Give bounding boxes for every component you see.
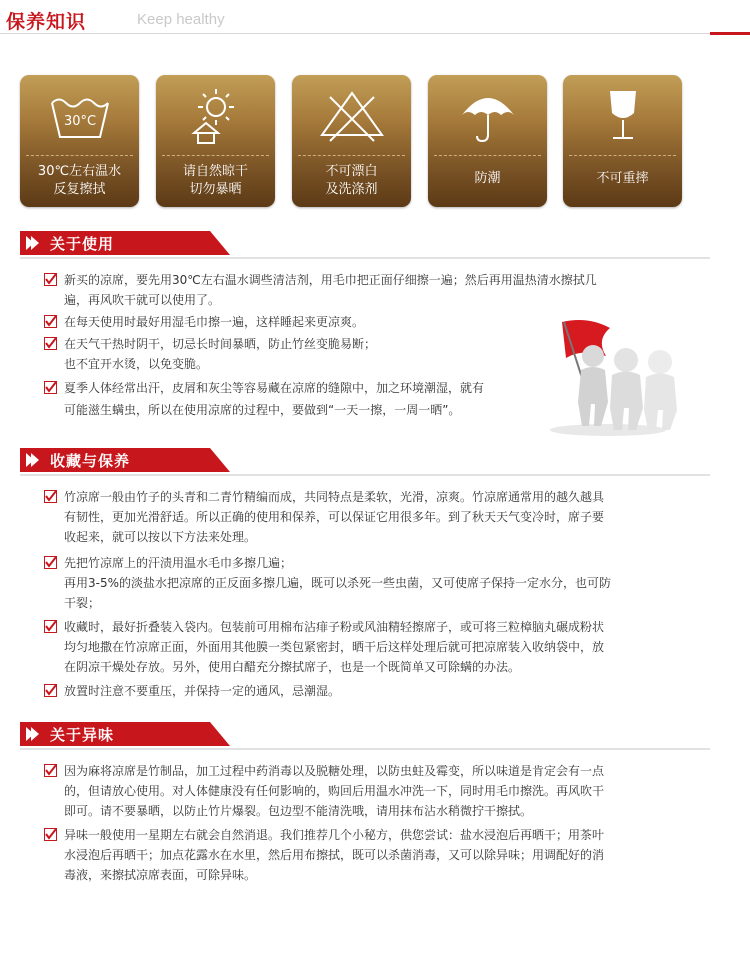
page-title: 保养知识 — [6, 11, 87, 33]
care-card-dry — [156, 75, 275, 207]
list-item — [44, 617, 694, 681]
list-item-text: 竹凉席一般由竹子的头青和二青竹精编而成，共同特点是柔软，光滑，凉爽。竹凉席通常用的越久越具 — [64, 490, 605, 504]
care-card-fragile — [563, 75, 682, 207]
list-item — [44, 487, 694, 553]
chevron-right-icon — [31, 236, 39, 250]
list-item-text: 收起来，就可以按以下方法来处理。 — [64, 530, 257, 544]
section-divider — [20, 748, 710, 750]
checkbox-checked-icon — [44, 828, 57, 841]
page-header — [0, 0, 750, 40]
no-bleach-icon — [292, 75, 411, 153]
section-header-odor — [20, 722, 710, 750]
chevron-right-icon — [31, 453, 39, 467]
care-card-label — [156, 163, 275, 199]
card-divider — [26, 155, 133, 156]
svg-text:30°C: 30°C — [63, 114, 97, 129]
list-item-text: 收藏时，最好折叠装入袋内。包装前可用棉布沾痱子粉或风油精轻擦席子，或可将三粒樟脑丸碾成粉状 — [64, 620, 605, 634]
wash-30c-icon — [20, 75, 139, 153]
care-icon-cards — [20, 75, 682, 207]
list-item-text: 毒液，来擦拭凉席表面，可除异味。 — [64, 868, 257, 882]
section-divider — [20, 257, 710, 259]
list-item-text: 夏季人体经常出汗，皮屑和灰尘等容易藏在凉席的缝隙中，加之环境潮湿，就有 — [64, 381, 485, 395]
care-card-label — [20, 163, 139, 199]
list-item-text: 遍，再风吹干就可以使用了。 — [64, 293, 221, 307]
card-divider — [434, 155, 541, 156]
card-divider — [569, 155, 676, 156]
list-item-text: 在每天使用时最好用湿毛巾擦一遍，这样睡起来更凉爽。 — [64, 315, 365, 329]
keep-dry-umbrella-icon — [428, 75, 547, 153]
list-item-text: 再用3-5%的淡盐水把凉席的正反面多擦几遍，既可以杀死一些虫菌，又可使席子保持一定水分，也可防 — [64, 576, 612, 590]
list-item-text: 因为麻将凉席是竹制品，加工过程中药消毒以及脱糖处理，以防虫蛀及霉变，所以味道是肯定会有一点 — [64, 764, 605, 778]
list-item-text: 异味一般使用一星期左右就会自然消退。我们推荐几个小秘方，供您尝试：盐水浸泡后再晒干；用茶叶 — [64, 828, 605, 842]
list-item — [44, 761, 694, 825]
care-card-label-line: 切勿暴晒 — [189, 182, 242, 197]
care-card-label-line: 30℃左右温水 — [37, 164, 122, 179]
section-header-storage — [20, 448, 710, 476]
list-item — [44, 825, 694, 885]
list-item-text: 的，但请放心使用。对人体健康没有任何影响的，购回后用温水冲洗一下，同时用毛巾擦洗。再风吹干 — [64, 784, 605, 798]
list-item — [44, 270, 694, 312]
list-item-text: 有韧性，更加光滑舒适。所以正确的使用和保养，可以保证它用很多年。到了秋天天气变冷时，席子要 — [64, 510, 605, 524]
care-card-moisture — [428, 75, 547, 207]
list-item-text: 可能滋生螨虫，所以在使用凉席的过程中，要做到“一天一擦，一周一晒”。 — [64, 403, 461, 417]
checkbox-checked-icon — [44, 684, 57, 697]
care-card-label-line: 请自然晾干 — [182, 164, 248, 179]
section-title: 关于异味 — [50, 726, 115, 744]
section-header-usage — [20, 231, 710, 259]
section-divider — [20, 474, 710, 476]
checkbox-checked-icon — [44, 273, 57, 286]
care-card-label — [563, 170, 682, 188]
section-title: 收藏与保养 — [50, 452, 131, 470]
header-divider — [0, 33, 710, 34]
section-title: 关于使用 — [50, 235, 115, 253]
list-item-text: 水浸泡后再晒干；加点花露水在水里，然后用布擦拭，既可以杀菌消毒，又可以除异味；用调配好的消 — [64, 848, 605, 862]
chevron-right-icon — [31, 727, 39, 741]
checkbox-checked-icon — [44, 381, 57, 394]
care-card-label-line: 反复擦拭 — [53, 182, 106, 197]
care-card-label-line: 及洗涤剂 — [325, 182, 378, 197]
checkbox-checked-icon — [44, 556, 57, 569]
list-item-text: 均匀地撒在竹凉席正面，外面用其他膜一类包紧密封，晒干后这样处理后就可把凉席装入收纳袋中，放 — [64, 640, 605, 654]
checkbox-checked-icon — [44, 490, 57, 503]
list-item-text: 也不宜开水烫，以免变脆。 — [64, 357, 209, 371]
care-card-label — [428, 170, 547, 188]
list-item-text: 即可。请不要暴晒，以防止竹片爆裂。包边型不能清洗哦，请用抹布沾水稍微拧干擦拭。 — [64, 804, 533, 818]
list-item-text: 干裂； — [64, 596, 101, 610]
header-accent-line — [710, 32, 750, 35]
care-card-label — [292, 163, 411, 199]
list-item — [44, 553, 694, 617]
section-storage-list — [44, 487, 694, 701]
teamwork-flag-illustration — [548, 318, 708, 438]
care-card-no-bleach — [292, 75, 411, 207]
section-odor-list — [44, 761, 694, 885]
list-item-text: 新买的凉席，要先用30℃左右温水调些清洁剂，用毛巾把正面仔细擦一遍；然后再用温热清水擦拭几 — [64, 273, 597, 287]
list-item-text: 在天气干热时阴干，切忌长时间暴晒，防止竹丝变脆易断； — [64, 337, 377, 351]
card-divider — [162, 155, 269, 156]
list-item-text: 在阴凉干燥处存放。另外，使用白醋充分擦拭席子，也是一个既简单又可除螨的办法。 — [64, 660, 521, 674]
checkbox-checked-icon — [44, 315, 57, 328]
fragile-glass-icon — [563, 75, 682, 153]
list-item — [44, 681, 694, 701]
checkbox-checked-icon — [44, 764, 57, 777]
page-subtitle: Keep healthy — [137, 11, 225, 28]
checkbox-checked-icon — [44, 337, 57, 350]
card-divider — [298, 155, 405, 156]
care-card-label-line: 不可重摔 — [596, 171, 649, 186]
dry-in-shade-icon — [156, 75, 275, 153]
care-card-label-line: 不可漂白 — [325, 164, 378, 179]
care-card-wash — [20, 75, 139, 207]
care-card-label-line: 防潮 — [474, 171, 501, 186]
checkbox-checked-icon — [44, 620, 57, 633]
list-item-text: 先把竹凉席上的汗渍用温水毛巾多擦几遍； — [64, 556, 293, 570]
list-item-text: 放置时注意不要重压，并保持一定的通风，忌潮湿。 — [64, 684, 341, 698]
